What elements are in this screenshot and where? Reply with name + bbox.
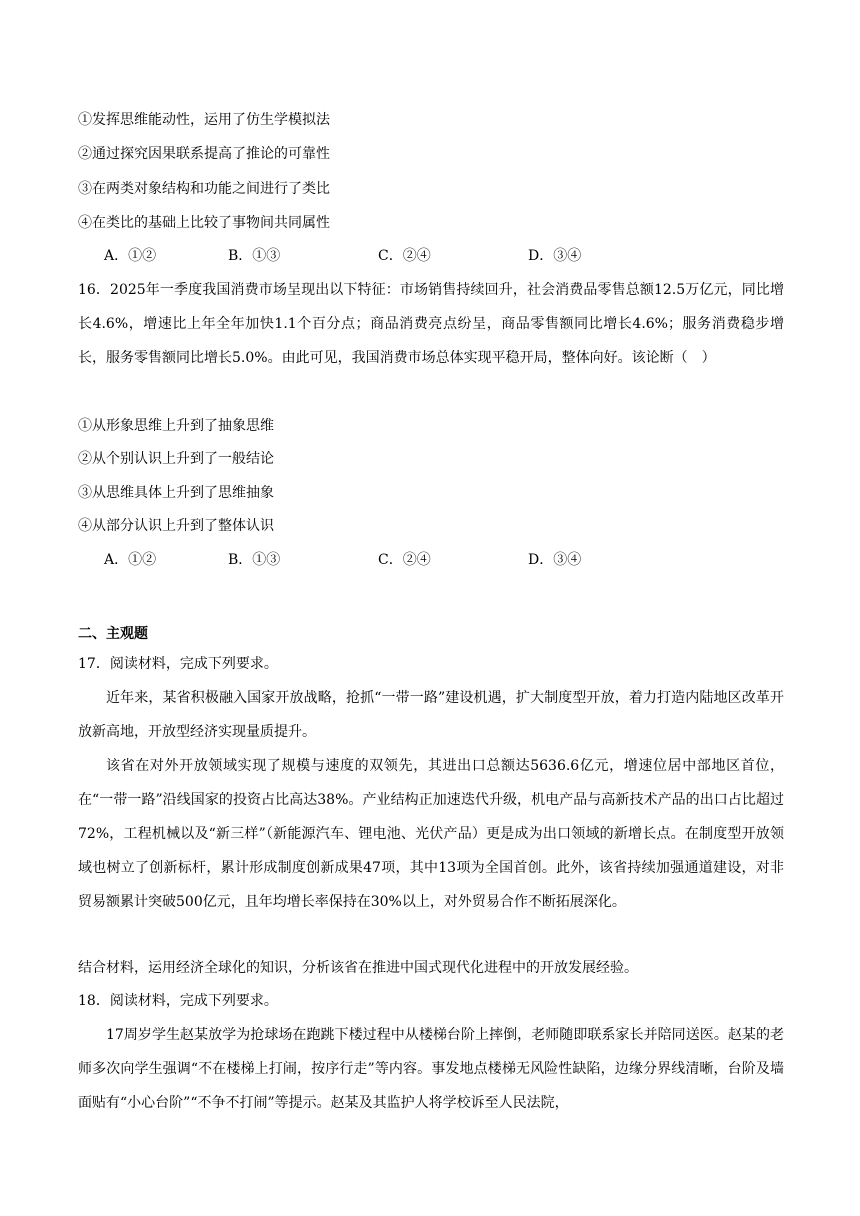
q15-statement-3: ③在两类对象结构和功能之间进行了类比 bbox=[78, 181, 330, 197]
q16-option-c[interactable]: C．②④ bbox=[378, 552, 431, 568]
q15-option-a[interactable]: A．①② bbox=[104, 248, 157, 264]
q15-options bbox=[104, 246, 624, 266]
q16-option-b[interactable]: B．①③ bbox=[228, 552, 281, 568]
q16-option-d[interactable]: D．③④ bbox=[528, 552, 582, 568]
q15-option-b[interactable]: B．①③ bbox=[228, 248, 281, 264]
q16-statement-4: ④从部分认识上升到了整体认识 bbox=[78, 518, 274, 534]
q18-intro: 18．阅读材料，完成下列要求。 bbox=[78, 993, 278, 1009]
q15-statement-4: ④在类比的基础上比较了事物间共同属性 bbox=[78, 215, 330, 231]
q17-intro: 17．阅读材料，完成下列要求。 bbox=[78, 656, 278, 672]
q17-material-paragraph-2: 该省在对外开放领域实现了规模与速度的双领先，其进出口总额达5636.6亿元，增速位居中部地区首位，在“一带一路”沿线国家的投资占比高达38%。产业结构正加速迭代升级，机电产品与高新技术产品的出口占比超过72%，工程机械以及“新三样”（新能源汽车、锂电池、光伏产品）更是成为出口领域的新增长点。在制度型开放领域也树立了创新标杆，累计形成制度创新成果47项，其中13项为全国首创。此外，该省持续加强通道建设，对非贸易额累计突破500亿元，且年均增长率保持在30%以上，对外贸易合作不断拓展深化。 bbox=[78, 758, 784, 910]
q18-material-paragraph-1: 17周岁学生赵某放学为抢球场在跑跳下楼过程中从楼梯台阶上摔倒，老师随即联系家长并陪同送医。赵某的老师多次向学生强调“不在楼梯上打闹，按序行走”等内容。事发地点楼梯无风险性缺陷，边缘分界线清晰，台阶及墙面贴有“小心台阶”“不争不打闹”等提示。赵某及其监护人将学校诉至人民法院， bbox=[78, 1027, 784, 1111]
q16-statement-1: ①从形象思维上升到了抽象思维 bbox=[78, 418, 274, 434]
q17-task: 结合材料，运用经济全球化的知识，分析该省在推进中国式现代化进程中的开放发展经验。 bbox=[78, 960, 638, 976]
q15-statement-1: ①发挥思维能动性，运用了仿生学模拟法 bbox=[78, 112, 330, 128]
q16-options bbox=[104, 550, 624, 570]
section-heading: 二、主观题 bbox=[78, 626, 148, 642]
q15-statement-2: ②通过探究因果联系提高了推论的可靠性 bbox=[78, 146, 330, 162]
q16-stem: 16．2025年一季度我国消费市场呈现出以下特征：市场销售持续回升，社会消费品零售总额12.5万亿元，同比增长4.6%，增速比上年全年加快1.1个百分点；商品消费亮点纷呈，商品零售额同比增长4.6%；服务消费稳步增长，服务零售额同比增长5.0%。由此可见，我国消费市场总体实现平稳开局，整体向好。该论断（ ） bbox=[78, 282, 784, 366]
q15-option-c[interactable]: C．②④ bbox=[378, 248, 431, 264]
q17-material-paragraph-1: 近年来，某省积极融入国家开放战略，抢抓“一带一路”建设机遇，扩大制度型开放，着力打造内陆地区改革开放新高地，开放型经济实现量质提升。 bbox=[78, 690, 784, 740]
q15-option-d[interactable]: D．③④ bbox=[528, 248, 582, 264]
q16-statement-2: ②从个别认识上升到了一般结论 bbox=[78, 451, 274, 467]
q16-option-a[interactable]: A．①② bbox=[104, 552, 157, 568]
q16-statement-3: ③从思维具体上升到了思维抽象 bbox=[78, 485, 274, 501]
